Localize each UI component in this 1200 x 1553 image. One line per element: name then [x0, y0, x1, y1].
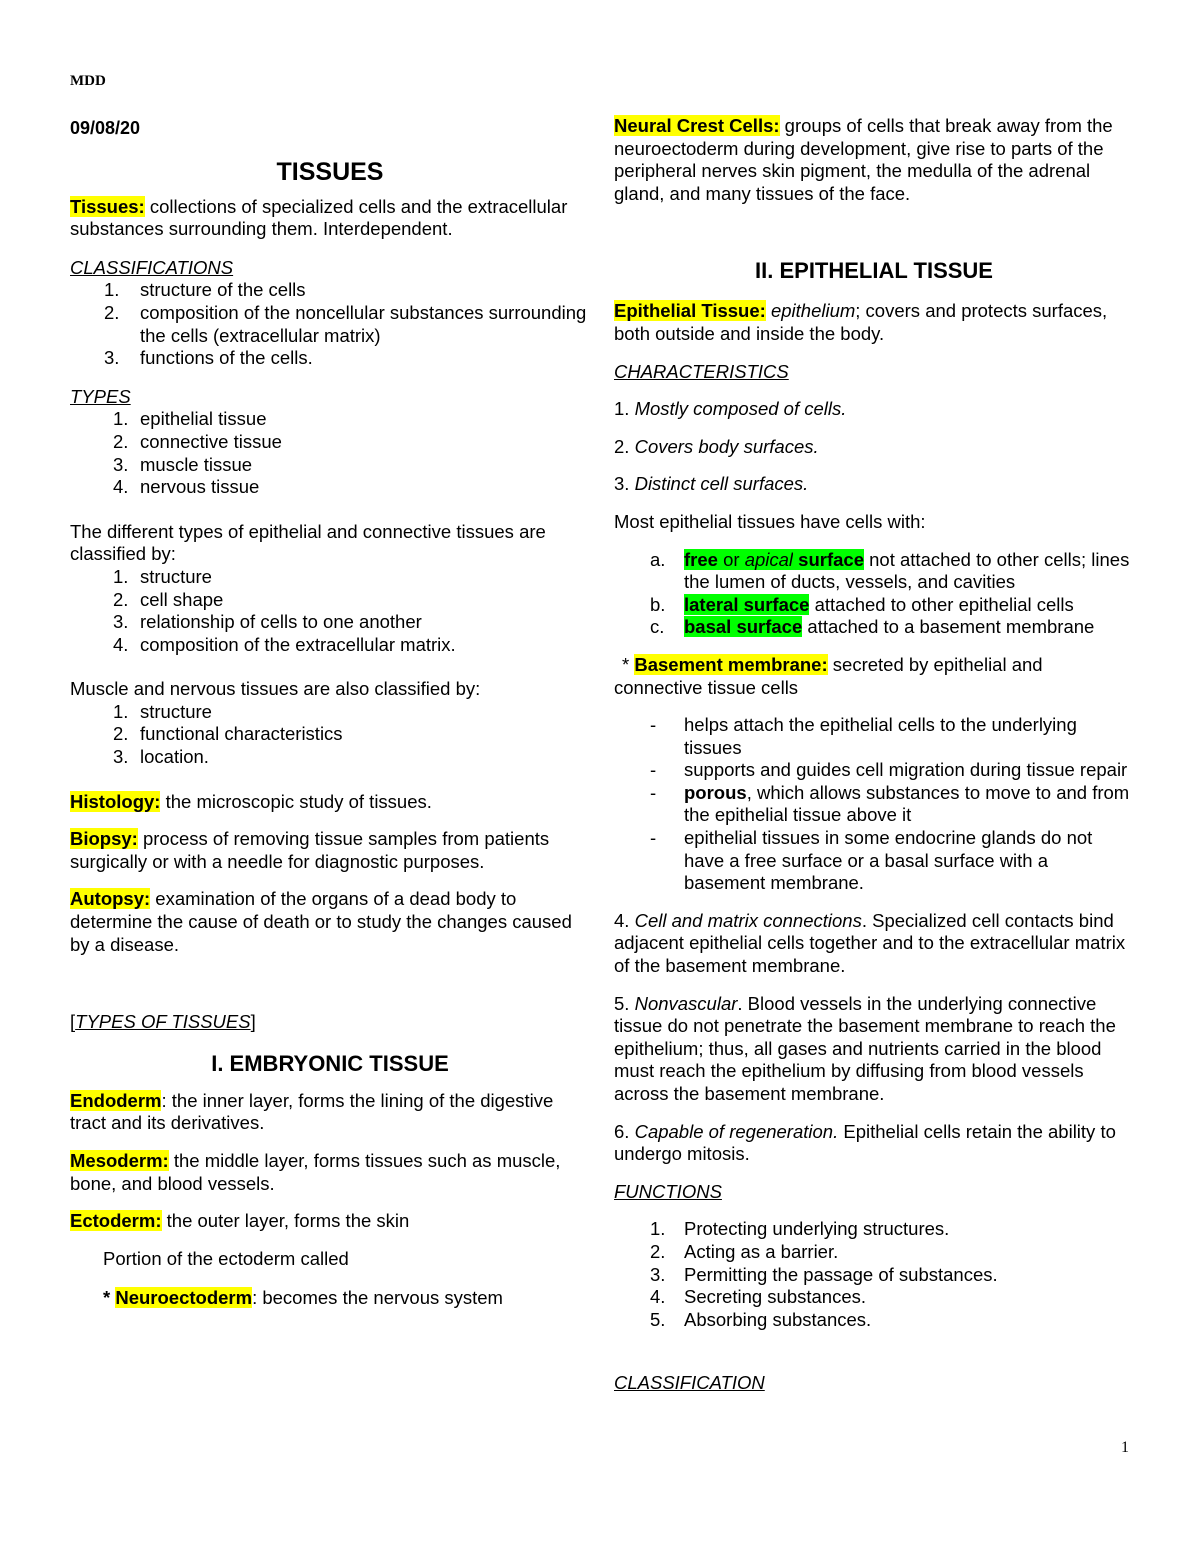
list-item: 2. functional characteristics: [113, 723, 343, 745]
epithelial-heading: II. EPITHELIAL TISSUE: [755, 258, 993, 284]
epithelial-definition: Epithelial Tissue: epithelium; covers and protects surfaces, both outside and inside the body.: [614, 300, 1108, 344]
functions-list: [614, 1218, 1134, 1331]
list-item: 4. nervous tissue: [113, 476, 260, 498]
basement-membrane-definition: * Basement membrane: secreted by epithelial and connective tissue cells: [614, 653, 1043, 698]
list-item: 2. connective tissue: [113, 430, 282, 452]
histology-definition: Histology: the microscopic study of tissues.: [70, 790, 432, 812]
neuroectoderm-definition: * Neuroectoderm: becomes the nervous system: [103, 1287, 503, 1309]
muscle-nerv-intro: Muscle and nervous tissues are also classified by:: [70, 678, 481, 700]
list-item: 4. composition of the extracellular matrix.: [113, 633, 456, 655]
list-item: 2. composition of the noncellular substances surrounding the cells (extracellular matrix): [104, 301, 587, 346]
list-item: 3. relationship of cells to one another: [113, 611, 422, 633]
characteristic-6: 6. Capable of regeneration. Epithelial cells retain the ability to undergo mitosis.: [614, 1120, 1116, 1165]
characteristic-2: 2. Covers body surfaces.: [614, 435, 819, 457]
list-item: 3. muscle tissue: [113, 453, 253, 475]
embryonic-heading: I. EMBRYONIC TISSUE: [211, 1050, 449, 1076]
classification-heading: CLASSIFICATION: [614, 1372, 765, 1394]
mesoderm-definition: Mesoderm: the middle layer, forms tissues such as muscle, bone, and blood vessels.: [70, 1150, 561, 1194]
page-number: 1: [1121, 1439, 1129, 1456]
list-item: 2. cell shape: [113, 588, 224, 610]
list-item: 1. structure: [113, 565, 212, 587]
biopsy-definition: Biopsy: process of removing tissue samples from patients surgically or with a needle for diagnostic purposes.: [70, 828, 550, 872]
endoderm-definition: Endoderm: the inner layer, forms the lining of the digestive tract and its derivatives.: [70, 1089, 554, 1134]
term: Tissues:: [70, 195, 145, 217]
epi-conn-intro: The different types of epithelial and connective tissues are classified by:: [70, 520, 546, 565]
list-item: - supports and guides cell migration during tissue repair: [650, 759, 1128, 781]
list-item: c. basal surface attached to a basement membrane: [650, 616, 1095, 638]
tissues-definition: Tissues: collections of specialized cells and the extracellular substances surrounding them. Interdependent.: [70, 195, 568, 240]
classifications-heading: CLASSIFICATIONS: [70, 256, 234, 278]
functions-heading: FUNCTIONS: [614, 1180, 722, 1202]
autopsy-definition: Autopsy: examination of the organs of a dead body to determine the cause of death or to study the changes caused by a disease.: [70, 888, 572, 955]
list-item: 1. epithelial tissue: [113, 408, 267, 430]
list-item: 1. Protecting underlying structures.: [650, 1218, 950, 1240]
list-item: - helps attach the epithelial cells to the underlying tissues: [650, 714, 1077, 758]
types-heading: TYPES: [70, 385, 131, 407]
date: 09/08/20: [70, 118, 141, 138]
characteristic-5: 5. Nonvascular. Blood vessels in the underlying connective tissue do not penetrate the basement membrane to reach the epithelium; thus, all gases and nutrients carried in the blood must reach the epithelium by diffusing from blood vessels across the basement membrane.: [614, 992, 1116, 1104]
list-item: 3. Permitting the passage of substances.: [650, 1263, 998, 1285]
list-item: 3. location.: [113, 746, 209, 768]
page-title: TISSUES: [276, 157, 384, 186]
types-list: [70, 408, 590, 498]
list-item: 3. functions of the cells.: [104, 347, 313, 369]
muscle-nerv-list: [70, 701, 590, 769]
list-item: 1. structure of the cells: [104, 279, 306, 301]
right-column: [614, 115, 1134, 1395]
list-item: 2. Acting as a barrier.: [650, 1240, 839, 1262]
list-item: b. lateral surface attached to other epithelial cells: [650, 593, 1074, 615]
left-column: [70, 115, 590, 1310]
neural-crest-definition: Neural Crest Cells: groups of cells that break away from the neuroectoderm during development, give rise to parts of the peripheral nerves skin pigment, the medulla of the adrenal gland, and many tissues of the face.: [614, 115, 1113, 204]
types-of-tissues-label: [TYPES OF TISSUES]: [70, 1011, 256, 1033]
surface-list: [614, 549, 1134, 639]
list-item: - epithelial tissues in some endocrine glands do not have a free surface or a basal surface with a basement membrane.: [650, 827, 1093, 894]
characteristics-heading: CHARACTERISTICS: [614, 360, 789, 382]
classifications-list: [70, 279, 590, 369]
list-item: 1. structure: [113, 700, 212, 722]
document-header: MDD: [70, 73, 106, 89]
list-item: 5. Absorbing substances.: [650, 1308, 872, 1330]
list-item: 4. Secreting substances.: [650, 1286, 867, 1308]
basement-dash-list: [614, 714, 1134, 895]
list-item: - porous, which allows substances to move to and from the epithelial tissue above it: [650, 781, 1130, 826]
ectoderm-definition: Ectoderm: the outer layer, forms the skin: [70, 1210, 410, 1232]
most-epithelial: Most epithelial tissues have cells with:: [614, 510, 926, 532]
characteristic-1: 1. Mostly composed of cells.: [614, 398, 847, 420]
list-item: a. free or apical surface not attached to other cells; lines the lumen of ducts, vessels, and cavities: [650, 548, 1130, 593]
characteristic-4: 4. Cell and matrix connections. Specialized cell contacts bind adjacent epithelial cells together and to the extracellular matrix of the basement membrane.: [614, 909, 1126, 977]
ectoderm-portion: Portion of the ectoderm called: [103, 1247, 349, 1269]
epi-conn-list: [70, 566, 590, 656]
characteristic-3: 3. Distinct cell surfaces.: [614, 473, 809, 495]
